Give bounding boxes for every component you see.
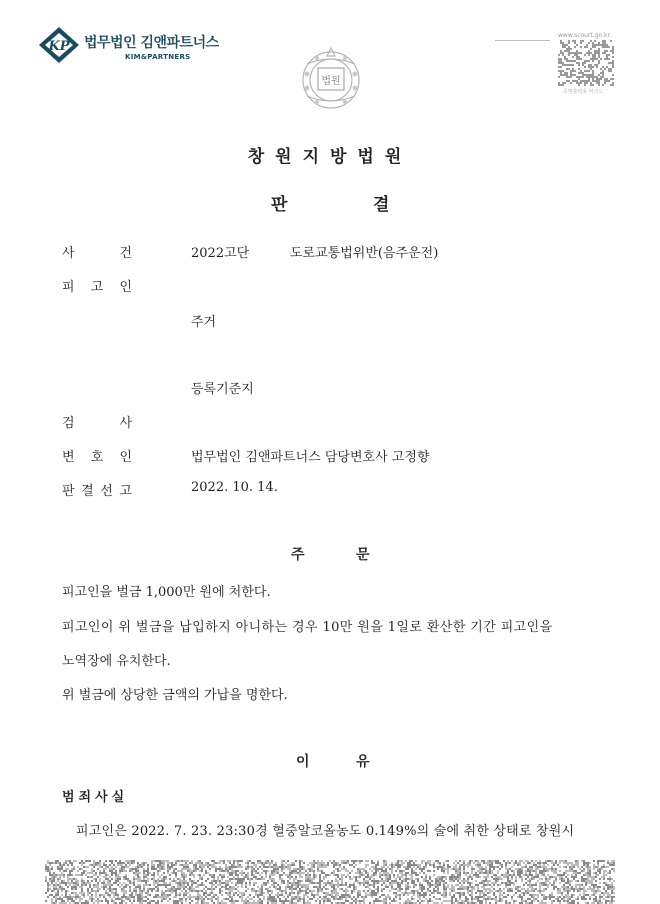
label-char: 사 (62, 246, 75, 261)
label-char: 호 (90, 450, 104, 465)
label-char: 선 (100, 484, 113, 499)
qr-caption: 증명출력용 바코드 (563, 89, 604, 95)
reason-heading-1: 이 (296, 754, 310, 770)
address-label: 주거 (191, 315, 217, 330)
label-char: 변 (62, 450, 75, 465)
label-char: 고 (90, 280, 104, 295)
order-line-1: 피고인을 벌금 1,000만 원에 처한다. (62, 585, 271, 600)
order-heading-1: 주 (291, 547, 305, 563)
label-char: 판 (62, 484, 75, 499)
verdict-title-2: 결 (373, 195, 390, 215)
counsel-value: 법무법인 김앤파트너스 담당변호사 고정향 (191, 450, 430, 465)
qr-url: www.scourt.go.kr (558, 32, 610, 39)
label-char: 인 (119, 280, 132, 295)
label-char: 고 (119, 484, 132, 499)
firm-name-en: KIM&PARTNERS (125, 53, 191, 61)
order-heading-2: 문 (356, 547, 370, 563)
order-line-3: 노역장에 유치한다. (62, 654, 171, 669)
svg-text:KP: KP (48, 39, 70, 54)
registry-label: 등록기준지 (191, 382, 254, 397)
counsel-label (62, 446, 132, 465)
case-label (62, 242, 132, 261)
redacted-area (45, 860, 615, 904)
prosecutor-label (62, 412, 132, 431)
order-line-4: 위 벌금에 상당한 금액의 가납을 명한다. (62, 688, 288, 703)
firm-name-ko: 법무법인 김앤파트너스 (84, 35, 219, 51)
court-seal (293, 44, 369, 118)
defendant-label (62, 276, 132, 295)
case-name: 도로교통법위반(음주운전) (290, 246, 439, 261)
verdict-title-1: 판 (271, 195, 288, 215)
reason-heading-2: 유 (356, 754, 370, 770)
seal-text: 법원 (321, 76, 341, 87)
crime-facts-line-1: 피고인은 2022. 7. 23. 23:30경 혈중알코올농도 0.149%의 술에 취한 상태로 창원시 (76, 824, 575, 839)
firm-emblem-icon (38, 26, 80, 64)
label-char: 인 (119, 450, 132, 465)
order-line-2: 피고인이 위 벌금을 납입하지 아니하는 경우 10만 원을 1일로 환산한 기간 피고인을 (62, 620, 553, 635)
label-char: 피 (62, 280, 75, 295)
court-name: 창원지방법원 (247, 147, 413, 167)
court-emblem-icon (293, 44, 369, 114)
firm-logo (38, 24, 238, 68)
case-label-text (62, 242, 132, 261)
date-value: 2022. 10. 14. (191, 480, 278, 495)
date-label (62, 480, 132, 499)
qr-divider (495, 40, 550, 41)
qr-code (558, 40, 614, 86)
crime-facts-heading: 범죄사실 (62, 790, 129, 805)
label-char: 검 (62, 416, 75, 431)
label-char: 사 (119, 416, 132, 431)
label-char: 건 (119, 246, 132, 261)
case-number: 2022고단 (191, 246, 250, 261)
label-char: 결 (81, 484, 94, 499)
